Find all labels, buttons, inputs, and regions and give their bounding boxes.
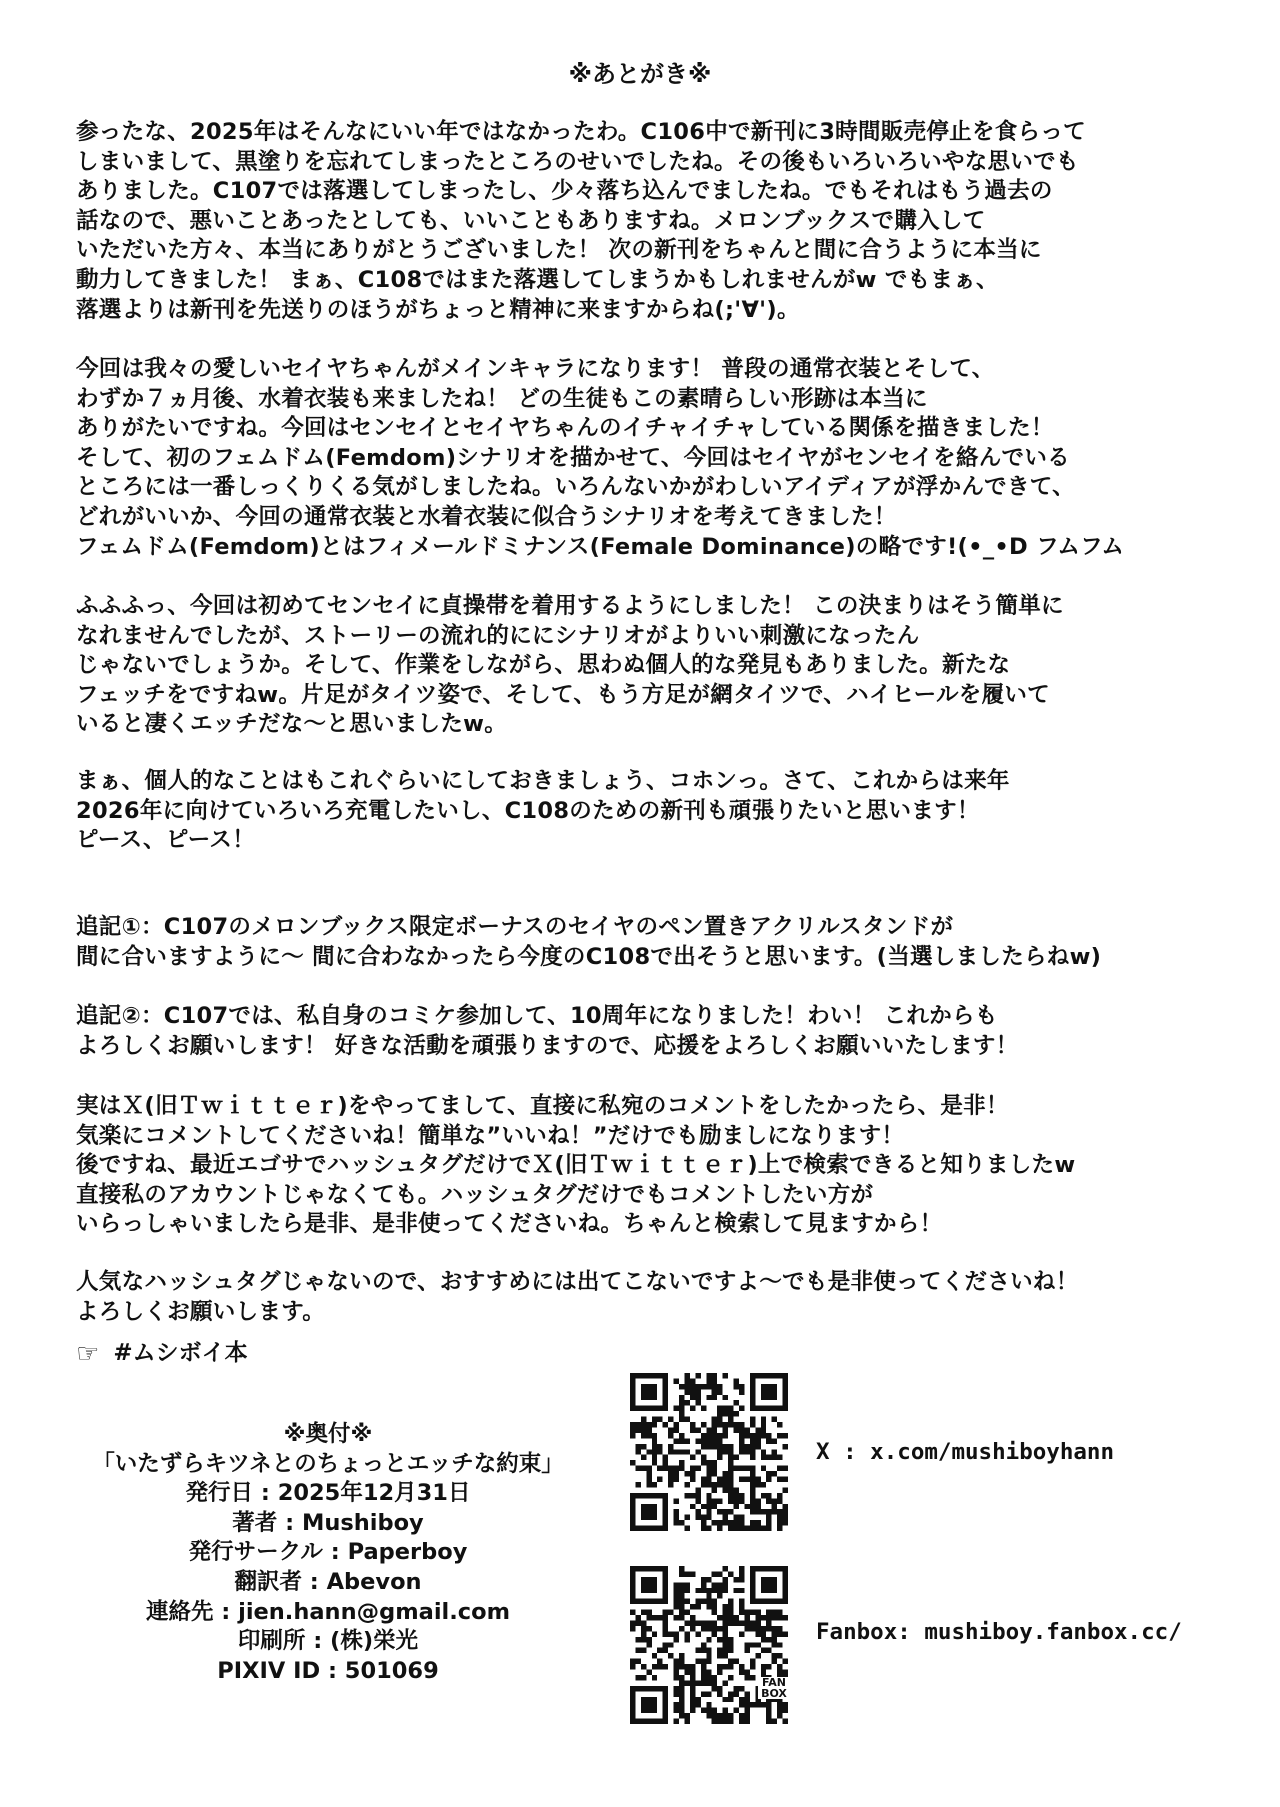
colophon-date: 発行日 : 2025年12月31日	[185, 1480, 471, 1507]
fanbox-qr-code[interactable]	[630, 1566, 788, 1724]
afterword-paragraph-1: 参ったな、2025年はそんなにいい年ではなかったわ。C106中で新刊に3時間販売停止を食らって しまいまして、黒塗りを忘れてしまったところのせいでしたね。その後もいろいろいやな思いでも ありました。C107では落選してしまったし、少々落ち込んでましたね。でもそれはもう過去の 話なので、悪いことあったとしても、いいこともありますね。メロンブックスで購入して いただいた方々、本当にありがとうございました！ 次の新刊をちゃんと間に合うように本当に 動力してきました！ まぁ、C108ではまた落選してしまうかもしれませんがw でもまぁ、 落選よりは新刊を先送りのほうがちょっと精神に来ますからね(;'∀')。	[76, 119, 1086, 323]
afterword-heading: ※あとがき※	[568, 60, 712, 88]
afterword-paragraph-2: 今回は我々の愛しいセイヤちゃんがメインキャラになります！ 普段の通常衣装とそして、 わずか７ヵ月後、水着衣装も来ましたね！ どの生徒もこの素晴らしい形跡は本当に ありがたいですね。今回はセンセイとセイヤちゃんのイチャイチャしている関係を描きました！ そして、初のフェムドム(Femdom)シナリオを描かせて、今回はセイヤがセンセイを絡んでいる ところには一番しっくりくる気がしましたね。いろんないかがわしいアイディアが浮かんできて、 どれがいいか、今回の通常衣装と水着衣装に似合うシナリオを考えてきました！ フェムドム(Femdom)とはフィメールドミナンス(Female Dominance)の略です!(•_•D フムフム	[76, 356, 1125, 560]
colophon-author: 著者 : Mushiboy	[232, 1509, 424, 1536]
colophon-work-title: 「いたずらキツネとのちょっとエッチな約束」	[92, 1450, 564, 1477]
colophon	[0, 1420, 656, 1686]
fanbox-logo: FAN BOX	[758, 1677, 790, 1699]
twitter-paragraph: 実はＸ(旧Ｔｗｉｔｔｅｒ)をやってまして、直接に私宛のコメントをしたかったら、是非！ 気楽にコメントしてくださいね！簡単な”いいね！”だけでも励ましになります！ 後ですね、最近エゴサでハッシュタグだけでＸ(旧Ｔｗｉｔｔｅｒ)上で検索できると知りましたw 直接私のアカウントじゃなくても。ハッシュタグだけでもコメントしたい方が いらっしゃいましたら是非、是非使ってくださいね。ちゃんと検索して見ますから！	[76, 1093, 1076, 1238]
hashtag[interactable]: #ムシボイ本	[113, 1340, 248, 1366]
colophon-pixiv: PIXIV ID : 501069	[217, 1657, 439, 1684]
fanbox-link[interactable]: Fanbox: mushiboy.fanbox.cc/	[816, 1619, 1182, 1645]
colophon-contact: 連絡先 : jien.hann@gmail.com	[145, 1598, 511, 1625]
colophon-circle: 発行サークル : Paperboy	[188, 1539, 468, 1566]
afterword-paragraph-4: まぁ、個人的なことはもこれぐらいにしておきましょう、コホンっ。さて、これからは来年 2026年に向けていろいろ充電したいし、C108のための新刊も頑張りたいと思います！ ピース、ピース！	[76, 768, 1010, 854]
hashtag-paragraph: 人気なハッシュタグじゃないので、おすすめには出てこないですよ～でも是非使ってくださいね！ よろしくお願いします。	[76, 1269, 1079, 1325]
colophon-printer: 印刷所 : (株)栄光	[237, 1628, 419, 1655]
pointing-hand-icon: ☞	[76, 1339, 100, 1369]
postscript-1: 追記①：C107のメロンブックス限定ボーナスのセイヤのペン置きアクリルスタンドが 間に合いますように～ 間に合わなかったら今度のC108で出そうと思います。(当選しましたらねw)	[76, 914, 1102, 970]
x-qr-code[interactable]	[630, 1373, 788, 1531]
hashtag-line	[76, 1338, 248, 1369]
x-link[interactable]: X : x.com/mushiboyhann	[816, 1439, 1115, 1465]
afterword-paragraph-3: ふふふっ、今回は初めてセンセイに貞操帯を着用するようにしました！ この決まりはそう簡単に なれませんでしたが、ストーリーの流れ的ににシナリオがよりいい刺激になったん じゃないでしょうか。そして、作業をしながら、思わぬ個人的な発見もありました。新たな フェッチをですねw。片足がタイツ姿で、そして、もう方足が網タイツで、ハイヒールを履いて いると凄くエッチだな～と思いましたw。	[76, 593, 1064, 738]
colophon-title: ※奥付※	[283, 1421, 373, 1447]
postscript-2: 追記②：C107では、私自身のコミケ参加して、10周年になりました！わい！ これからも よろしくお願いします！ 好きな活動を頑張りますので、応援をよろしくお願いいたします！	[76, 1003, 1019, 1059]
colophon-translator: 翻訳者 : Abevon	[234, 1568, 422, 1595]
